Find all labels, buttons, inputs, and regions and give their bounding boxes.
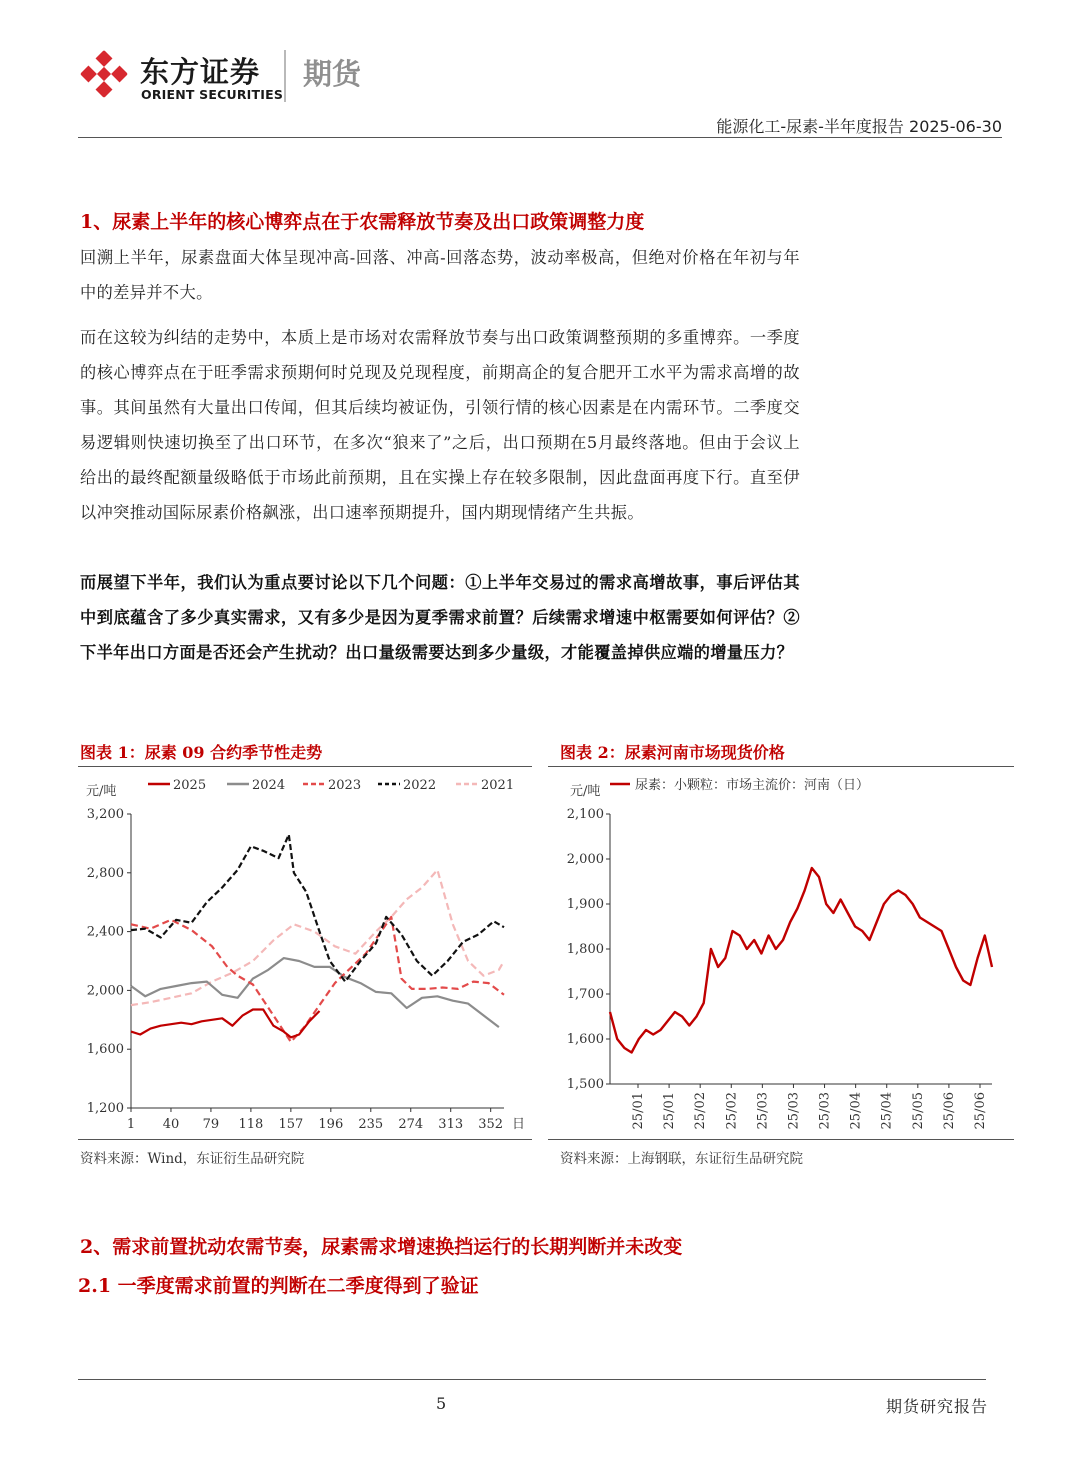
orient-logo-icon bbox=[78, 48, 130, 100]
chart-2-x-tick-label: 25/01 bbox=[662, 1092, 678, 1130]
chart-1-series bbox=[131, 835, 504, 1042]
chart-2-x-tick-label: 25/02 bbox=[724, 1092, 740, 1130]
chart-1-y-tick-label: 1,200 bbox=[86, 1101, 124, 1116]
chart-1-x-label: 日 bbox=[512, 1117, 526, 1132]
chart-2-x-tick-label: 25/03 bbox=[817, 1092, 833, 1130]
chart-1-y-label: 元/吨 bbox=[86, 784, 117, 799]
chart-2-y-tick-label: 2,100 bbox=[566, 807, 604, 822]
chart-1-y-tick-label: 3,200 bbox=[86, 807, 124, 822]
section-2-title: 2、需求前置扰动农需节奏，尿素需求增速换挡运行的长期判断并未改变 bbox=[80, 1236, 683, 1258]
chart-2-y-tick-label: 1,800 bbox=[566, 942, 604, 957]
chart-1-legend-label: 2025 bbox=[173, 778, 207, 793]
report-tag: 能源化工-尿素-半年度报告 2025-06-30 bbox=[716, 117, 1002, 136]
chart-2-series bbox=[610, 868, 992, 1053]
chart-2-x-tick-label: 25/04 bbox=[879, 1092, 895, 1130]
chart-1-x-tick-label: 196 bbox=[318, 1117, 344, 1132]
brand-name-cn: 东方证券 bbox=[140, 55, 261, 89]
figure-1-source: 资料来源：Wind，东证衍生品研究院 bbox=[80, 1151, 305, 1167]
footer-tag: 期货研究报告 bbox=[885, 1397, 988, 1416]
figure-1-bottom-rule bbox=[78, 1139, 532, 1140]
chart-2-y-ticks bbox=[567, 807, 610, 1092]
chart-2-x-tick-label: 25/03 bbox=[786, 1092, 802, 1130]
paragraph-3-bold: 而展望下半年，我们认为重点要讨论以下几个问题：①上半年交易过的需求高增故事，事后评估其中到底蕴含了多少真实需求，又有多少是因为夏季需求前置？后续需求增速中枢需要如何评估？②下半年出口方面是否还会产生扰动？出口量级需要达到多少量级，才能覆盖掉供应端的增量压力？ bbox=[80, 573, 800, 662]
chart-2-x-tick-label: 25/05 bbox=[910, 1092, 926, 1130]
chart-2-x-ticks bbox=[631, 1084, 988, 1129]
chart-2-y-label: 元/吨 bbox=[570, 784, 601, 799]
chart-2-y-tick-label: 1,500 bbox=[566, 1077, 604, 1092]
chart-2-legend-label: 尿素：小颗粒：市场主流价：河南（日） bbox=[635, 778, 870, 793]
section-2-1-title: 2.1 一季度需求前置的判断在二季度得到了验证 bbox=[78, 1275, 479, 1297]
chart-1-x-tick-label: 313 bbox=[438, 1117, 464, 1132]
chart-1-legend bbox=[148, 778, 514, 793]
chart-1-seasonal bbox=[78, 768, 532, 1138]
chart-1-x-tick-label: 352 bbox=[478, 1117, 504, 1132]
chart-1-legend-label: 2023 bbox=[328, 778, 362, 793]
chart-1-y-tick-label: 2,400 bbox=[86, 924, 124, 940]
chart-1-x-tick-label: 79 bbox=[202, 1117, 220, 1132]
chart-1-x-tick-label: 1 bbox=[126, 1117, 136, 1132]
figure-1-rule bbox=[78, 766, 532, 767]
chart-1-y-tick-label: 2,800 bbox=[86, 865, 124, 881]
brand-name-en: ORIENT SECURITIES bbox=[141, 87, 284, 102]
chart-1-x-tick-label: 235 bbox=[358, 1117, 384, 1132]
chart-2-x-tick-label: 25/04 bbox=[848, 1092, 864, 1130]
paragraph-2: 而在这较为纠结的走势中，本质上是市场对农需释放节奏与出口政策调整预期的多重博弈。一季度的核心博弈点在于旺季需求预期何时兑现及兑现程度，前期高企的复合肥开工水平为需求高增的故事。其间虽然有大量出口传闻，但其后续均被证伪，引领行情的核心因素是在内需环节。二季度交易逻辑则快速切换至了出口环节，在多次“狼来了”之后，出口预期在5月最终落地。但由于会议上给出的最终配额量级略低于市场此前预期，且在实操上存在较多限制，因此盘面再度下行。直至伊以冲突推动国际尿素价格飙涨，出口速率预期提升，国内期现情绪产生共振。 bbox=[80, 328, 800, 522]
brand-division: 期货 bbox=[303, 57, 362, 91]
chart-2-x-tick-label: 25/01 bbox=[631, 1092, 646, 1130]
chart-2-y-tick-label: 1,700 bbox=[566, 987, 604, 1002]
page-number: 5 bbox=[436, 1394, 447, 1413]
chart-1-x-tick-label: 274 bbox=[398, 1117, 424, 1132]
section-1-title: 1、尿素上半年的核心博弈点在于农需释放节奏及出口政策调整力度 bbox=[80, 211, 645, 233]
brand-divider bbox=[284, 50, 286, 102]
footer-rule bbox=[78, 1379, 986, 1380]
chart-2-x-tick-label: 25/06 bbox=[941, 1092, 957, 1130]
chart-2-legend bbox=[610, 777, 869, 793]
chart-2-series-line bbox=[610, 868, 992, 1053]
chart-2-y-tick-label: 1,900 bbox=[566, 897, 604, 912]
chart-1-y-tick-label: 1,600 bbox=[86, 1042, 124, 1058]
chart-1-x-tick-label: 40 bbox=[162, 1117, 180, 1132]
chart-1-legend-label: 2021 bbox=[481, 778, 515, 793]
chart-1-x-ticks bbox=[127, 1108, 503, 1132]
figure-2-source: 资料来源：上海钢联，东证衍生品研究院 bbox=[560, 1151, 803, 1167]
chart-1-x-tick-label: 118 bbox=[238, 1117, 264, 1132]
figure-2-bottom-rule bbox=[548, 1139, 1014, 1140]
chart-1-legend-label: 2022 bbox=[403, 778, 437, 793]
chart-2-axes bbox=[610, 814, 992, 1084]
chart-1-series-line-2025 bbox=[131, 1010, 320, 1038]
chart-1-legend-label: 2024 bbox=[252, 778, 286, 793]
chart-1-x-tick-label: 157 bbox=[278, 1117, 304, 1132]
header-rule bbox=[78, 137, 1002, 138]
chart-2-henan-spot bbox=[548, 768, 1014, 1138]
chart-2-y-tick-label: 2,000 bbox=[566, 852, 604, 867]
figure-2-rule bbox=[548, 766, 1014, 767]
figure-2-title: 图表 2：尿素河南市场现货价格 bbox=[560, 743, 785, 762]
paragraph-1: 回溯上半年，尿素盘面大体呈现冲高-回落、冲高-回落态势，波动率极高，但绝对价格在年初与年中的差异并不大。 bbox=[80, 248, 800, 302]
chart-2-x-tick-label: 25/06 bbox=[973, 1092, 988, 1130]
chart-1-y-ticks bbox=[87, 807, 131, 1116]
chart-2-x-tick-label: 25/02 bbox=[693, 1092, 709, 1130]
chart-2-x-tick-label: 25/03 bbox=[755, 1092, 771, 1130]
figure-1-title: 图表 1：尿素 09 合约季节性走势 bbox=[80, 743, 323, 762]
chart-2-y-tick-label: 1,600 bbox=[566, 1032, 604, 1047]
chart-1-y-tick-label: 2,000 bbox=[86, 983, 124, 999]
